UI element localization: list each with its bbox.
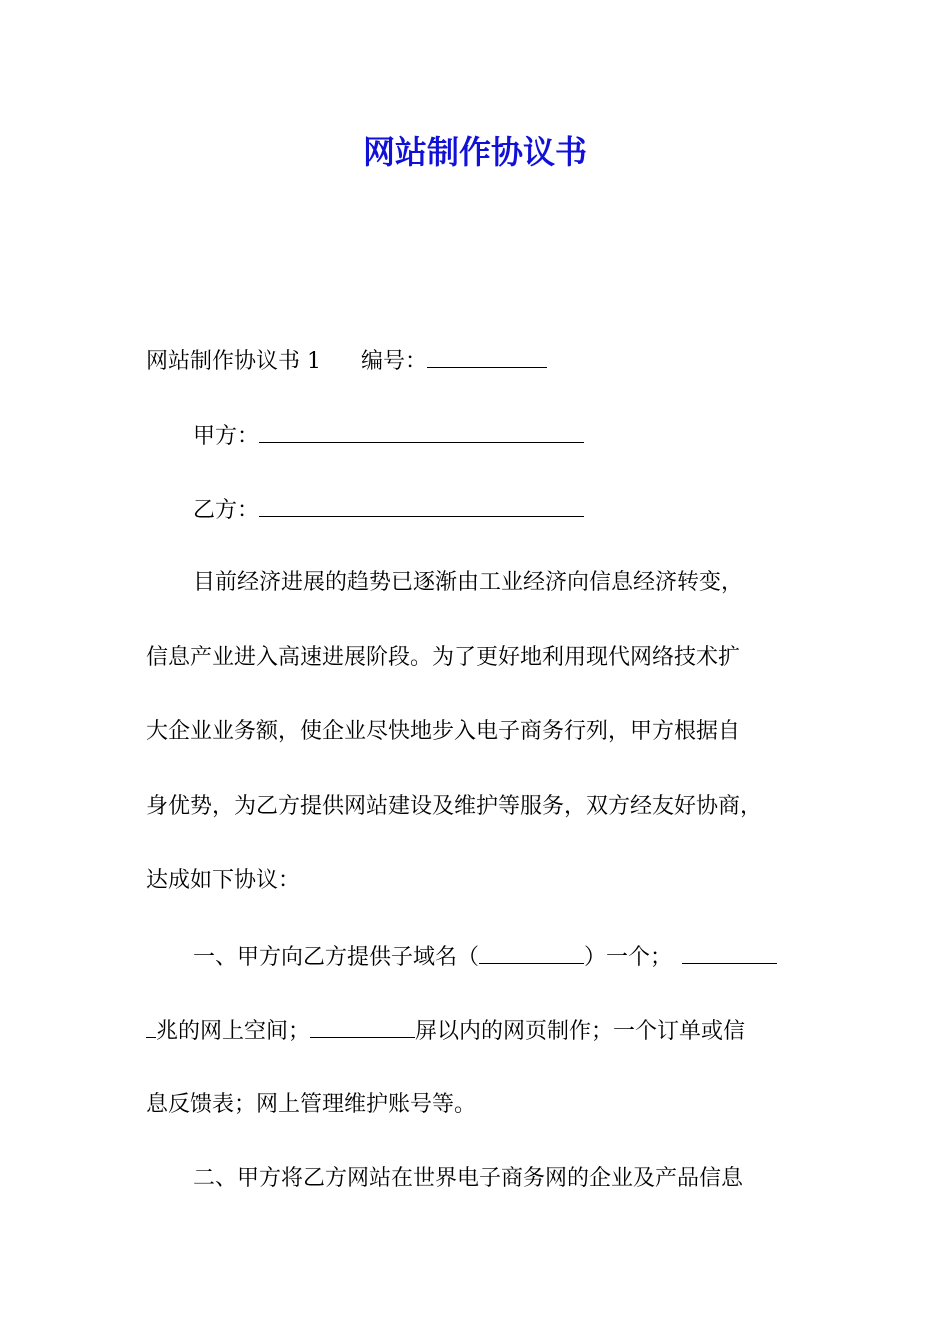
party-a-label: 甲方： (193, 424, 260, 449)
party-b-line (193, 494, 584, 526)
clause1-line-3: 息反馈表；网上管理维护账号等。 (146, 1092, 477, 1117)
clause1-line-1 (193, 941, 777, 973)
space-size-blank-cont (146, 1015, 156, 1038)
clause2-line-1: 二、甲方将乙方网站在世界电子商务网的企业及产品信息 (193, 1166, 744, 1191)
clause1-text-a: 一、甲方向乙方提供子域名（ (193, 945, 480, 970)
intro-line-1: 目前经济进展的趋势已逐渐由工业经济向信息经济转变， (193, 570, 744, 595)
number-blank (427, 345, 547, 368)
clause1-text-b: ）一个； (584, 945, 673, 970)
number-label: 编号： (361, 349, 428, 374)
intro-line-2: 信息产业进入高速进展阶段。为了更好地利用现代网络技术扩 (146, 645, 741, 670)
document-title: 网站制作协议书 (362, 133, 587, 171)
party-a-blank (259, 420, 584, 443)
clause1-text-c: 兆的网上空间； (156, 1019, 311, 1044)
header-line (146, 345, 547, 377)
intro-line-3: 大企业业务额，使企业尽快地步入电子商务行列，甲方根据自 (146, 719, 741, 744)
intro-line-4: 身优势，为乙方提供网站建设及维护等服务，双方经友好协商， (146, 794, 763, 819)
clause1-text-d: 屏以内的网页制作；一个订单或信 (415, 1019, 746, 1044)
subdomain-blank (479, 941, 584, 964)
party-b-blank (259, 494, 584, 517)
clause1-line-2 (146, 1015, 745, 1047)
page-count-blank (310, 1015, 415, 1038)
space-size-blank (682, 941, 777, 964)
party-a-line (193, 420, 584, 452)
doc-name: 网站制作协议书 1 (146, 349, 321, 374)
party-b-label: 乙方： (193, 498, 260, 523)
intro-line-5: 达成如下协议： (146, 868, 301, 893)
